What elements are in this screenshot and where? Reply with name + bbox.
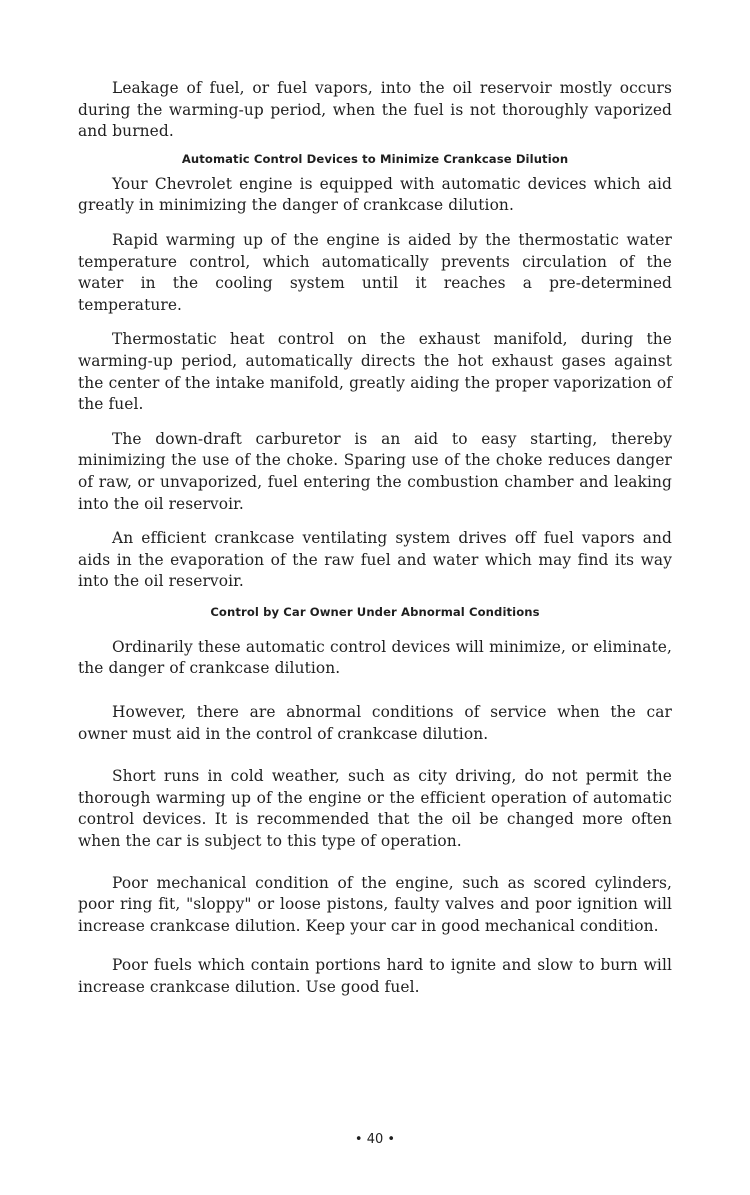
section-heading-automatic-control: Automatic Control Devices to Minimize Crankcase Dilution <box>181 151 569 166</box>
paragraph-thermostatic-heat: Thermostatic heat control on the exhaust manifold, during the warming-up period, automatically directs the hot exhaust gases against the center of the intake manifold, greatly aiding the proper vaporization of the fuel. <box>78 330 672 414</box>
paragraph-abnormal: However, there are abnormal conditions of service when the car owner must aid in the control of crankcase dilution. <box>78 703 672 743</box>
paragraph-ventilating: An efficient crankcase ventilating system drives off fuel vapors and aids in the evaporation of the raw fuel and water which may find its way into the oil reservoir. <box>78 529 672 591</box>
paragraph-poor-fuels: Poor fuels which contain portions hard to ignite and slow to burn will increase crankcase dilution. Use good fuel. <box>78 956 672 996</box>
section-heading-car-owner: Control by Car Owner Under Abnormal Conditions <box>210 604 540 619</box>
page-body <box>78 78 672 999</box>
paragraph-short-runs: Short runs in cold weather, such as city driving, do not permit the thorough warming up of the engine or the efficient operation of automatic control devices. It is recommended that the oil be changed more often when the car is subject to this type of operation. <box>78 767 672 851</box>
paragraph-leakage: Leakage of fuel, or fuel vapors, into the oil reservoir mostly occurs during the warming-up period, when the fuel is not thoroughly vaporized and burned. <box>78 79 672 141</box>
page-number: • 40 • <box>354 1132 396 1147</box>
paragraph-mechanical: Poor mechanical condition of the engine, such as scored cylinders, poor ring fit, "sloppy" or loose pistons, faulty valves and poor ignition will increase crankcase dilution. Keep your car in good mechanical condition. <box>78 873 672 935</box>
paragraph-rapid-warming: Rapid warming up of the engine is aided by the thermostatic water temperature control, which automatically prevents circulation of the water in the cooling system until it reaches a pre-determined temperature. <box>78 230 672 314</box>
paragraph-carburetor: The down-draft carburetor is an aid to easy starting, thereby minimizing the use of the choke. Sparing use of the choke reduces danger of raw, or unvaporized, fuel entering the combustion chamber and leaking into the oil reservoir. <box>78 429 672 513</box>
paragraph-equipped: Your Chevrolet engine is equipped with automatic devices which aid greatly in minimizing the danger of crankcase dilution. <box>78 174 672 215</box>
paragraph-ordinarily: Ordinarily these automatic control devices will minimize, or eliminate, the danger of crankcase dilution. <box>78 637 672 678</box>
